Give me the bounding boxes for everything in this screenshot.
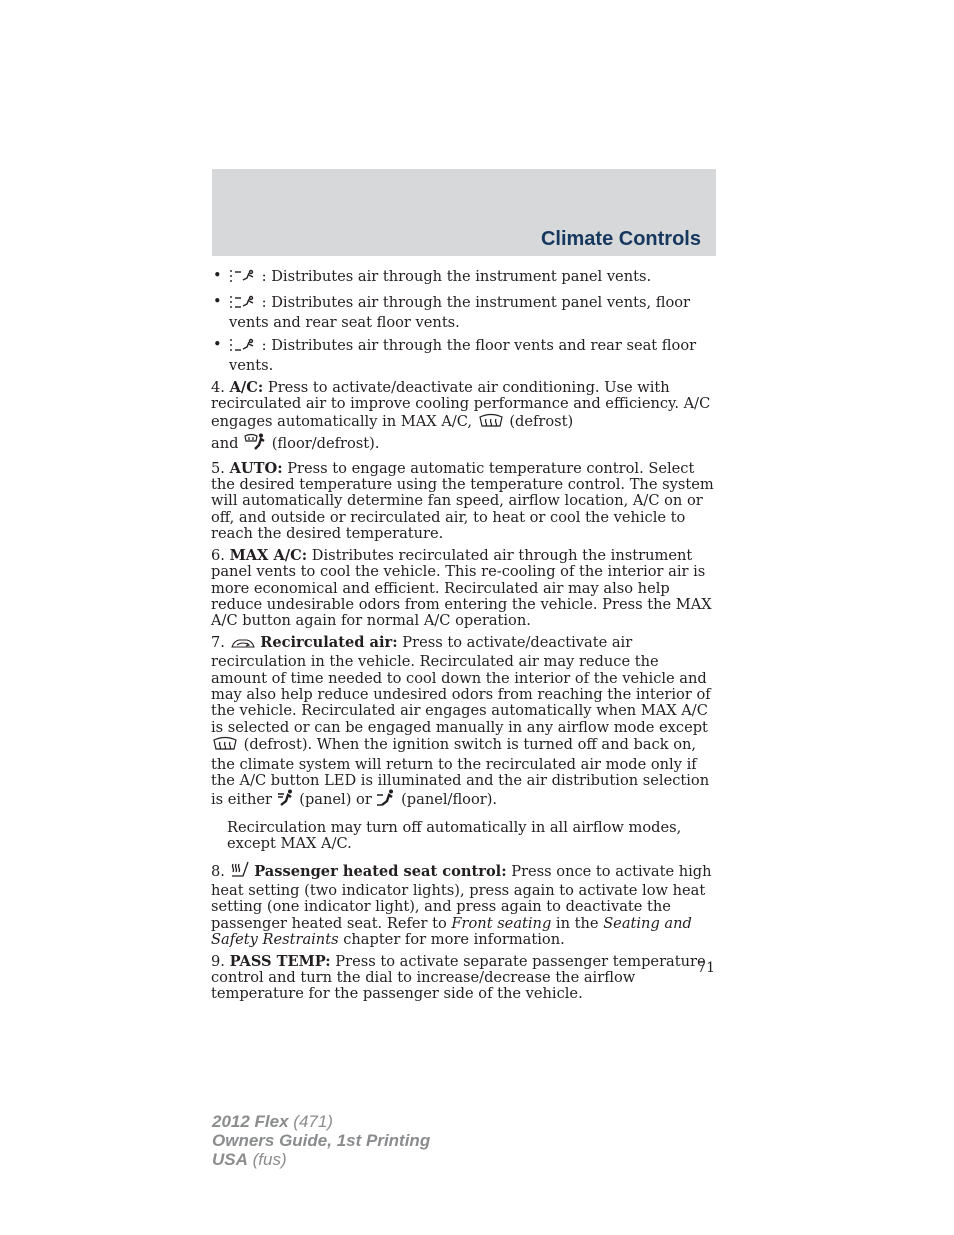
list-item: • : Distributes air through the floor vents and rear seat floor vents.: [213, 336, 697, 374]
auto-description: 5. AUTO: Press to engage automatic temperature control. Select the desired temperature using the temperature control. The system will automatically determine fan speed, airflow location, A/C on or off, and outside or recirculated air, to heat or cool the vehicle to reach the desired temperature.: [211, 459, 714, 543]
panel-vent-icon: [229, 268, 257, 288]
panel-floor-vent-icon: [229, 294, 257, 314]
floor-vent-icon: [229, 337, 257, 357]
list-item: • : Distributes air through the instrument panel vents.: [211, 268, 719, 288]
passenger-heated-seat-description: 8. Passenger heated seat control: Press once to activate high heat setting (two indicator lights), press again to activate low heat setting (one indicator light), and press again to deactivate the passenger heated seat. Refer to Front seating in the Seating and Safety Restraints chapter for more information.: [211, 862, 712, 949]
heated-seat-icon: [230, 861, 250, 883]
pass-temp-description: 9. PASS TEMP: Press to activate separate passenger temperature control and turn the dial to increase/decrease the airflow temperature for the passenger side of the vehicle.: [211, 952, 706, 1003]
page-number: 71: [697, 960, 715, 976]
footer: 2012 Flex (471) Owners Guide, 1st Printing USA (fus): [212, 1112, 431, 1169]
max-ac-description: 6. MAX A/C: Distributes recirculated air through the instrument panel vents to cool the vehicle. This re-cooling of the interior air is more economical and efficient. Recirculated air may also help reduce undesirable odors from entering the vehicle. Press the MAX A/C button again for normal A/C operation.: [211, 546, 712, 630]
recirculation-icon: [230, 638, 256, 654]
panel-mode-icon: [277, 789, 295, 811]
page-content: [211, 268, 719, 1008]
recirculation-note: Recirculation may turn off automatically in all airflow modes, except MAX A/C.: [227, 818, 682, 853]
defrost-icon: [477, 413, 505, 433]
ac-description: 4. A/C: Press to activate/deactivate air conditioning. Use with recirculated air to improve cooling performance and efficiency. A/C engages automatically in MAX A/C, (defrost) and (floor/defrost).: [211, 380, 719, 456]
section-header: [212, 169, 716, 256]
section-title: Climate Controls: [540, 228, 701, 250]
defrost-icon: [211, 736, 239, 756]
floor-defrost-icon: [243, 433, 267, 455]
list-item: • : Distributes air through the instrument panel vents, floor vents and rear seat floor vents.: [213, 293, 691, 331]
panel-floor-mode-icon: [376, 789, 396, 811]
recirculated-air-description: 7. Recirculated air: Press to activate/deactivate air recirculation in the vehicle. Recirculated air may reduce the amount of time needed to cool down the interior of the vehicle and may also help reduce undesired odors from reaching the interior of the vehicle. Recirculated air engages automatically when MAX A/C is selected or can be engaged manually in any airflow mode except (defrost). When the ignition switch is turned off and back on, the climate system will return to the recirculated air mode only if the A/C button LED is illuminated and the air distribution selection is either (panel) or (panel/floor).: [211, 635, 719, 812]
